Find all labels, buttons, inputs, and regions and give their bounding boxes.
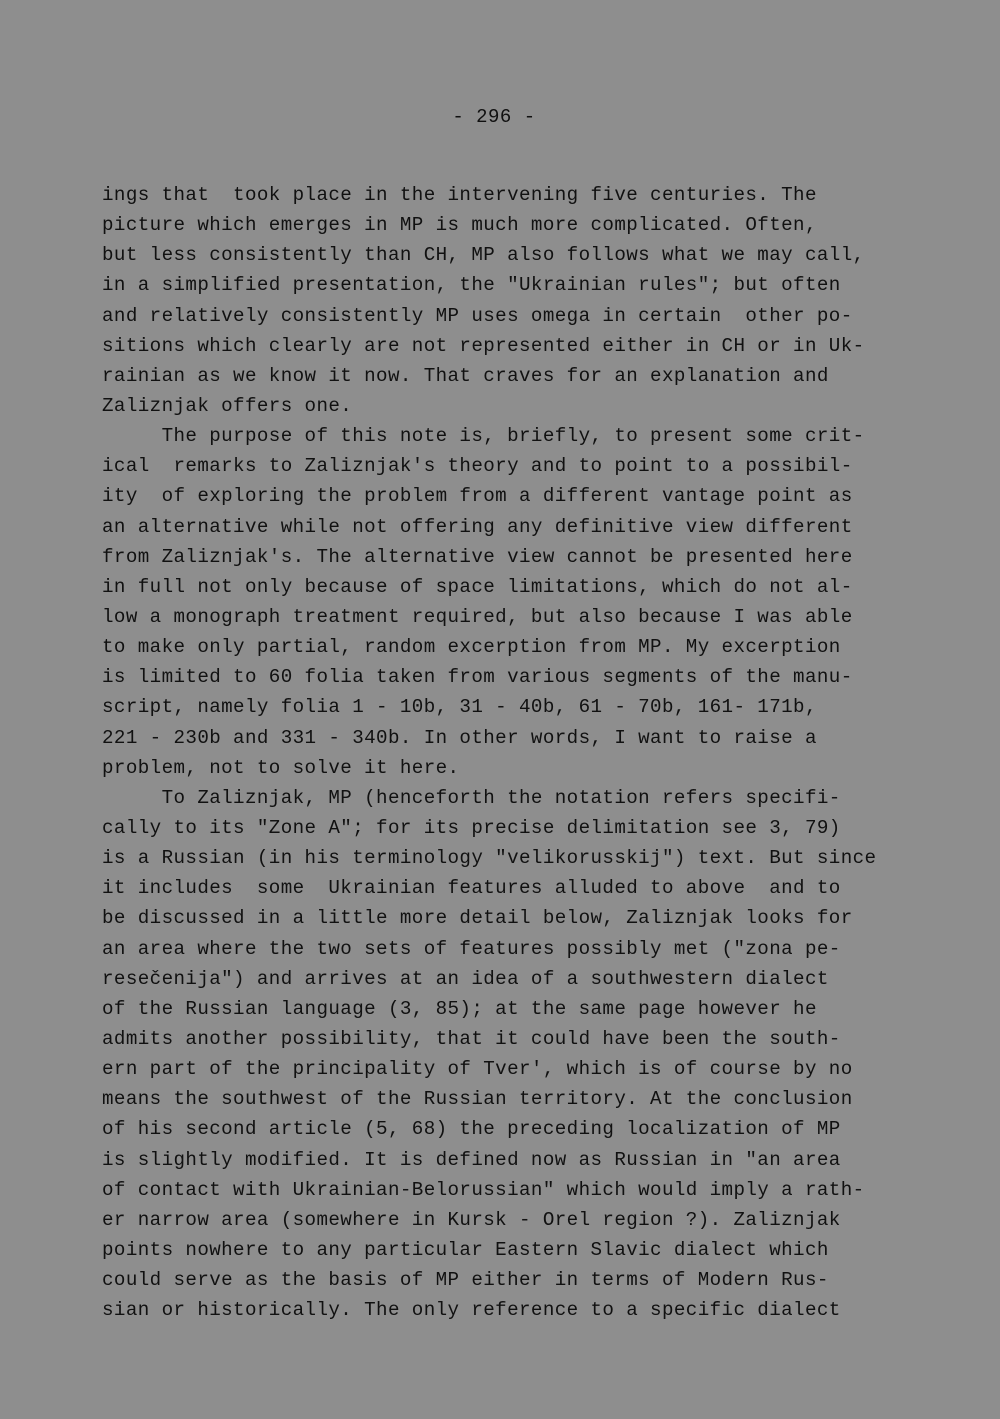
text-line: resečenija") and arrives at an idea of a southwestern dialect [102, 967, 829, 990]
text-line: an alternative while not offering any definitive view different [102, 515, 853, 538]
text-line: from Zaliznjak's. The alternative view cannot be presented here [102, 545, 853, 568]
text-line: er narrow area (somewhere in Kursk - Orel region ?). Zaliznjak [102, 1208, 841, 1231]
text-line: rainian as we know it now. That craves for an explanation and [102, 364, 829, 387]
text-line: ern part of the principality of Tver', which is of course by no [102, 1058, 853, 1081]
text-line: low a monograph treatment required, but also because I was able [102, 605, 853, 628]
text-line: is a Russian (in his terminology "velikorusskij") text. But since [102, 847, 877, 870]
text-line: picture which emerges in MP is much more complicated. Often, [102, 214, 817, 237]
text-line: of contact with Ukrainian-Belorussian" which would imply a rath- [102, 1178, 865, 1201]
body-text [102, 180, 902, 1325]
text-line: The purpose of this note is, briefly, to present some crit- [102, 425, 865, 448]
text-line: points nowhere to any particular Eastern Slavic dialect which [102, 1238, 829, 1261]
text-line: problem, not to solve it here. [102, 756, 460, 779]
text-line: it includes some Ukrainian features alluded to above and to [102, 877, 841, 900]
text-line: and relatively consistently MP uses omega in certain other po- [102, 304, 853, 327]
text-line: script, namely folia 1 - 10b, 31 - 40b, 61 - 70b, 161- 171b, [102, 696, 817, 719]
text-line: is limited to 60 folia taken from various segments of the manu- [102, 666, 853, 689]
text-line: To Zaliznjak, MP (henceforth the notation refers specifi- [102, 786, 841, 809]
text-line: to make only partial, random excerption from MP. My excerption [102, 636, 841, 659]
text-line: admits another possibility, that it could have been the south- [102, 1027, 841, 1050]
text-line: sian or historically. The only reference to a specific dialect [102, 1299, 841, 1322]
text-line: in full not only because of space limitations, which do not al- [102, 575, 853, 598]
text-line: sitions which clearly are not represented either in CH or in Uk- [102, 334, 865, 357]
text-line: in a simplified presentation, the "Ukrainian rules"; but often [102, 274, 841, 297]
text-line: be discussed in a little more detail below, Zaliznjak looks for [102, 907, 853, 930]
text-line: 221 - 230b and 331 - 340b. In other words, I want to raise a [102, 726, 817, 749]
text-line: is slightly modified. It is defined now as Russian in "an area [102, 1148, 841, 1171]
text-line: ings that took place in the intervening five centuries. The [102, 184, 817, 206]
text-line: of the Russian language (3, 85); at the same page however he [102, 997, 817, 1020]
page-number: - 296 - [452, 106, 536, 128]
text-line: means the southwest of the Russian territory. At the conclusion [102, 1088, 853, 1111]
text-line: but less consistently than CH, MP also follows what we may call, [102, 244, 865, 267]
text-line: could serve as the basis of MP either in terms of Modern Rus- [102, 1269, 829, 1292]
text-line: ical remarks to Zaliznjak's theory and to point to a possibil- [102, 455, 853, 478]
text-line: Zaliznjak offers one. [102, 394, 353, 417]
text-line: cally to its "Zone A"; for its precise delimitation see 3, 79) [102, 816, 841, 839]
text-line: an area where the two sets of features possibly met ("zona pe- [102, 937, 841, 960]
text-line: ity of exploring the problem from a different vantage point as [102, 485, 853, 508]
text-line: of his second article (5, 68) the preceding localization of MP [102, 1118, 841, 1141]
